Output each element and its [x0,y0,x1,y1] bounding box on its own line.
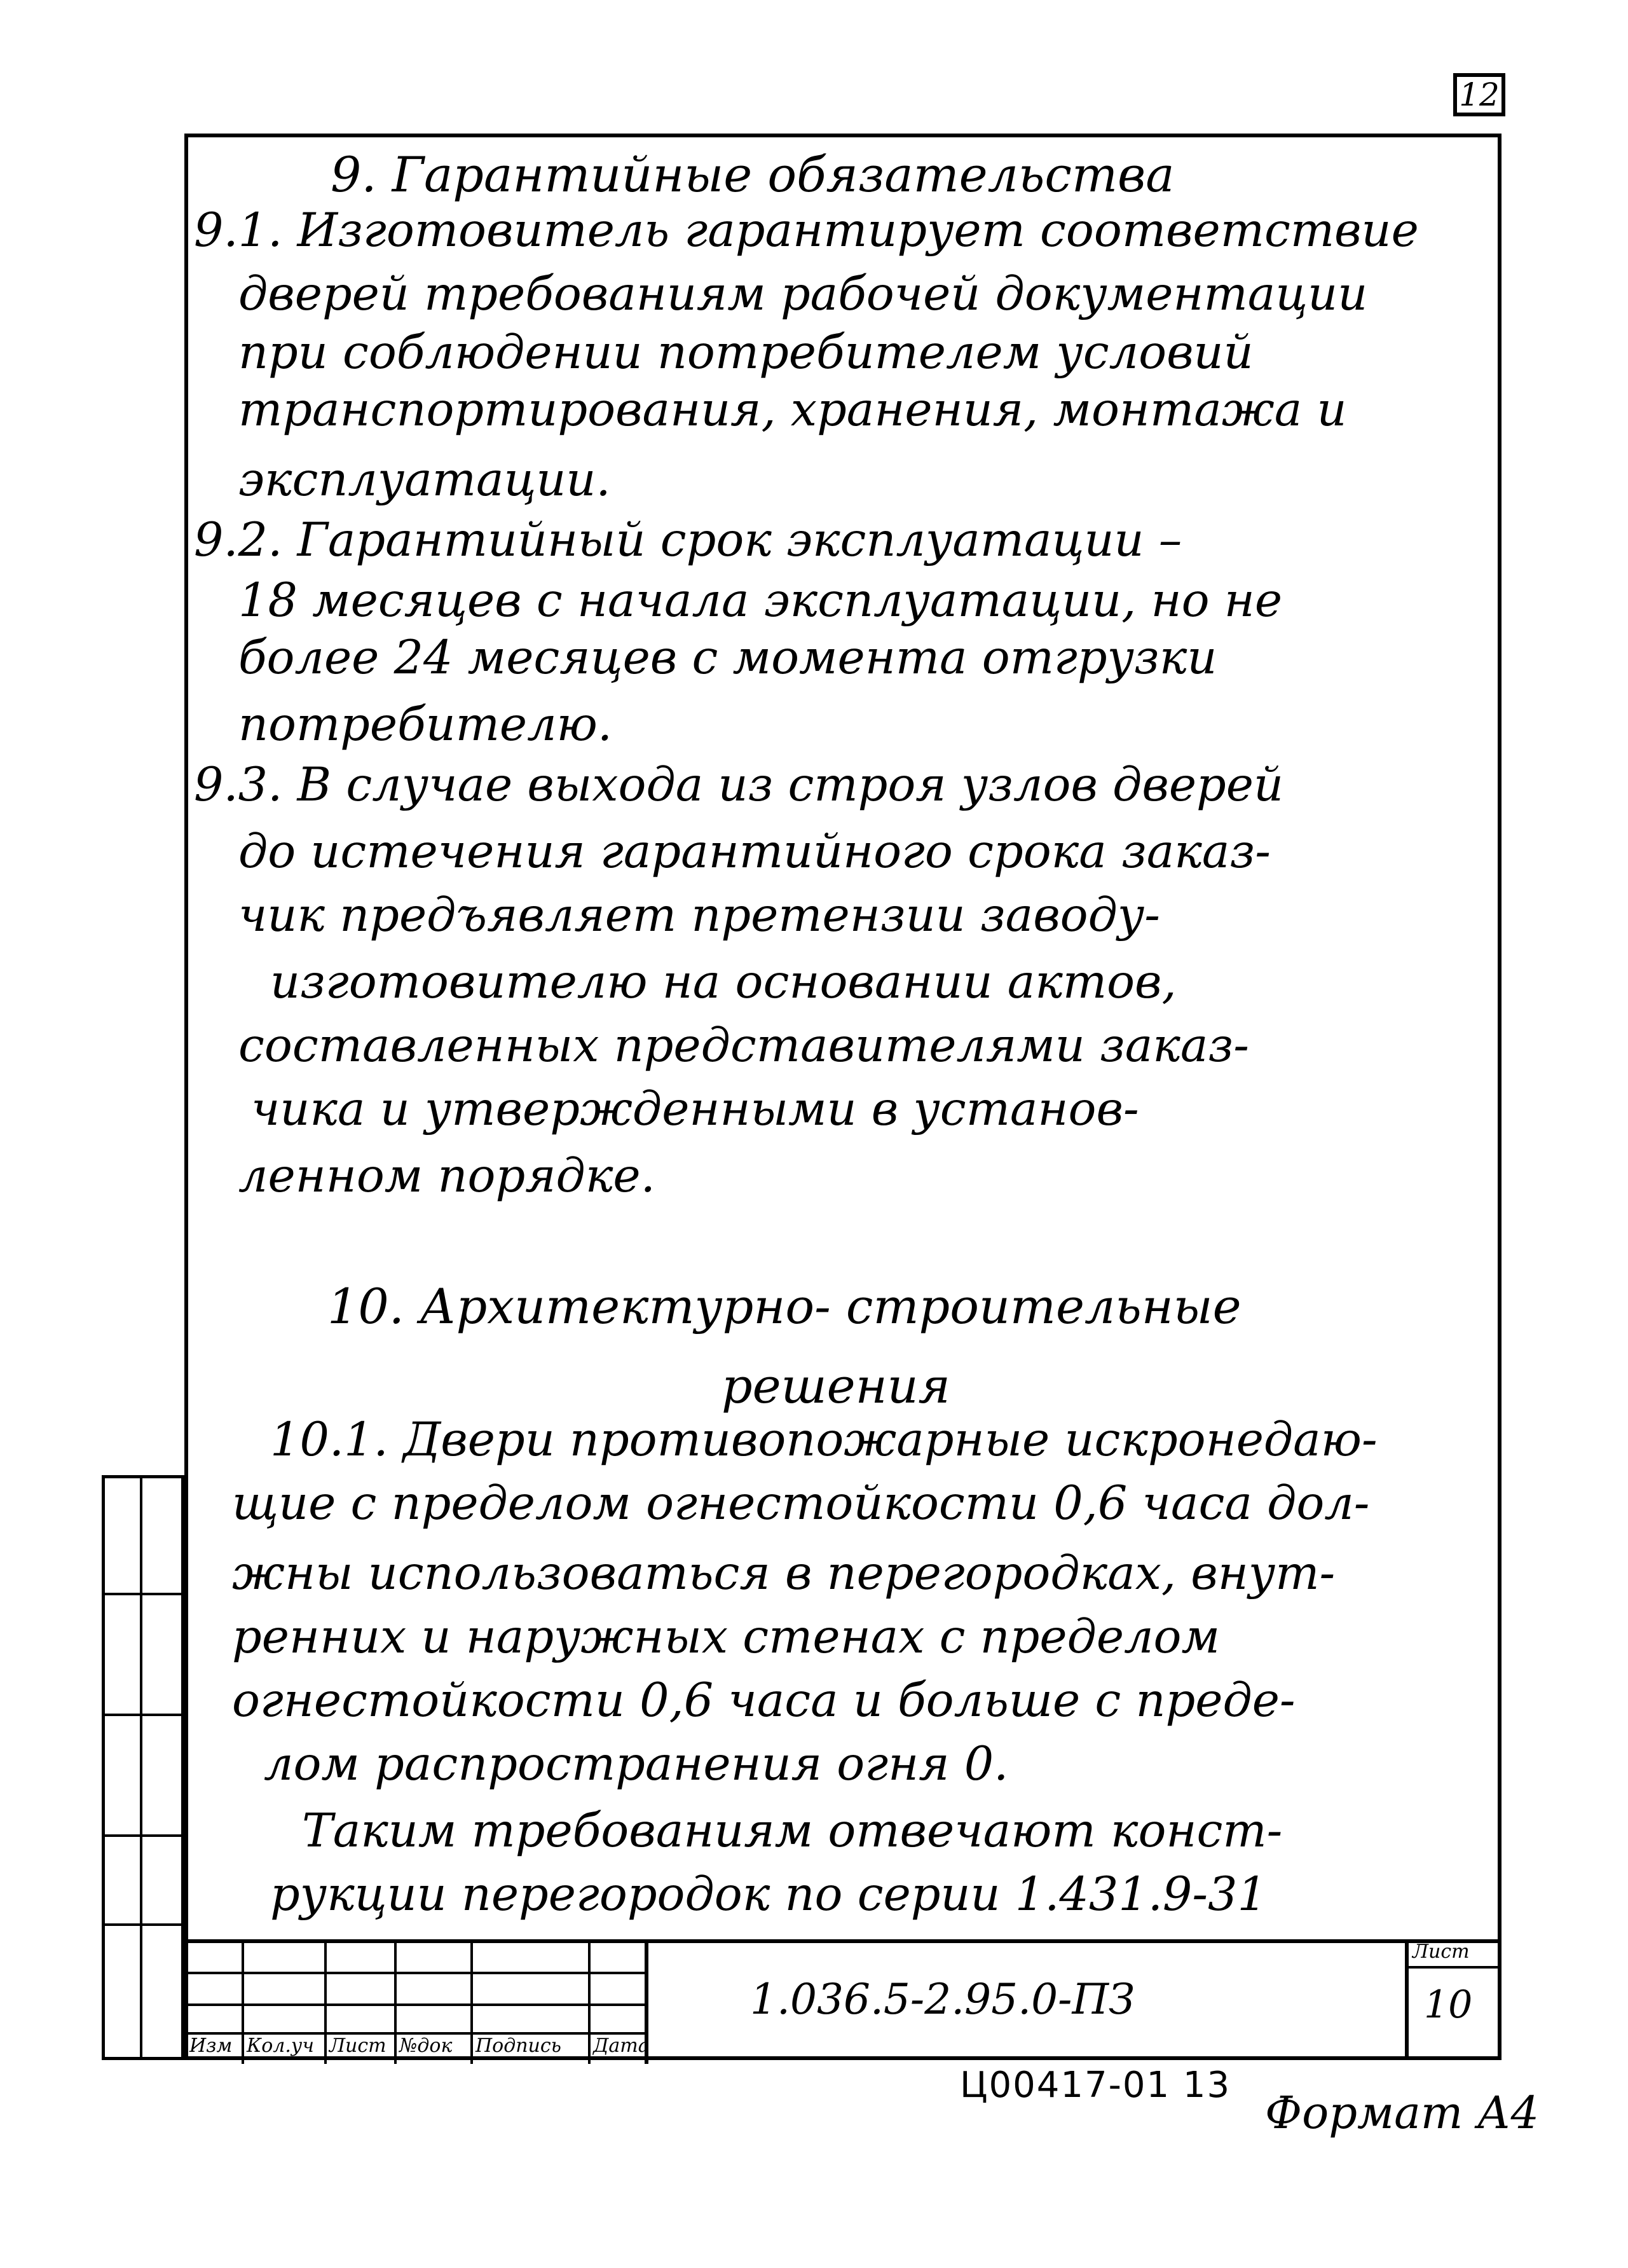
title-block-header-kol-uch: Кол.уч [247,2035,314,2057]
text-line: чика и утвержденными в установ- [251,1082,1139,1136]
revision-grid-line [184,1972,648,1974]
text-line: до истечения гарантийного срока заказ- [238,825,1271,879]
title-block-header-doc-number: №док [399,2035,453,2057]
text-line: 9.1. Изготовитель гарантирует соответствие [194,203,1419,258]
revision-grid-line [324,1943,327,2064]
side-strip-row-line [105,1593,181,1595]
title-block-header-izm: Изм [189,2035,233,2057]
text-line: чик предъявляет претензии заводу- [238,888,1160,942]
revision-grid-line [242,1943,244,2064]
revision-grid-line [394,1943,397,2064]
text-line: эксплуатации. [238,453,611,507]
side-strip-divider [140,1478,142,2057]
sheet-label: Лист [1413,1941,1470,1963]
text-line: жны использоваться в перегородках, внут- [232,1546,1336,1600]
section-10-heading: 10. Архитектурно- строительные [327,1278,1242,1335]
side-strip-row-line [105,1714,181,1716]
title-block-header-date: Дата [593,2035,650,2057]
text-line: составленных представителями заказ- [238,1019,1249,1073]
text-line: ренних и наружных стенах с пределом [232,1610,1221,1664]
document-code: 1.036.5-2.95.0-ПЗ [750,1975,1135,2024]
text-line: Таким требованиям отвечают конст- [302,1804,1283,1858]
title-block-header-signature: Подпись [475,2035,562,2057]
side-strip-row-line [105,1834,181,1837]
text-line: щие с пределом огнестойкости 0,6 часа дол- [232,1476,1370,1530]
text-line: рукции перегородок по серии 1.431.9-31 [270,1867,1267,1921]
text-line: ленном порядке. [238,1149,655,1203]
text-line: 9.3. В случае выхода из строя узлов дверей [194,758,1284,812]
text-line: 10.1. Двери противопожарные искронедаю- [270,1413,1378,1467]
text-line: транспортирования, хранения, монтажа и [238,383,1347,437]
revision-grid-line [470,1943,473,2064]
text-line: более 24 месяцев с момента отгрузки [238,631,1217,685]
text-line: изготовителю на основании актов, [270,955,1177,1009]
title-block-header-list: Лист [329,2035,386,2057]
sheet-cell-divider [1405,1966,1501,1969]
text-line: при соблюдении потребителем условий [238,326,1254,380]
text-line: лом распространения огня 0. [264,1737,1009,1791]
section-9-heading: 9. Гарантийные обязательства [331,146,1175,203]
side-strip [102,1475,184,2060]
format-label: Формат А4 [1265,2087,1540,2139]
page-number-box: 12 [1453,73,1505,116]
section-10-heading-continued: решения [722,1357,950,1414]
revision-grid-line [184,2003,648,2006]
text-line: 18 месяцев с начала эксплуатации, но не [238,574,1283,628]
revision-grid-line [588,1943,591,2064]
text-line: огнестойкости 0,6 часа и больше с преде- [232,1674,1296,1728]
text-line: потребителю. [238,698,613,752]
side-strip-row-line [105,1923,181,1926]
text-line: дверей требованиям рабочей документации [238,267,1368,321]
text-line: 9.2. Гарантийный срок эксплуатации – [194,513,1182,567]
sheet-number: 10 [1424,1983,1473,2027]
archive-code: Ц00417-01 13 [960,2065,1231,2106]
